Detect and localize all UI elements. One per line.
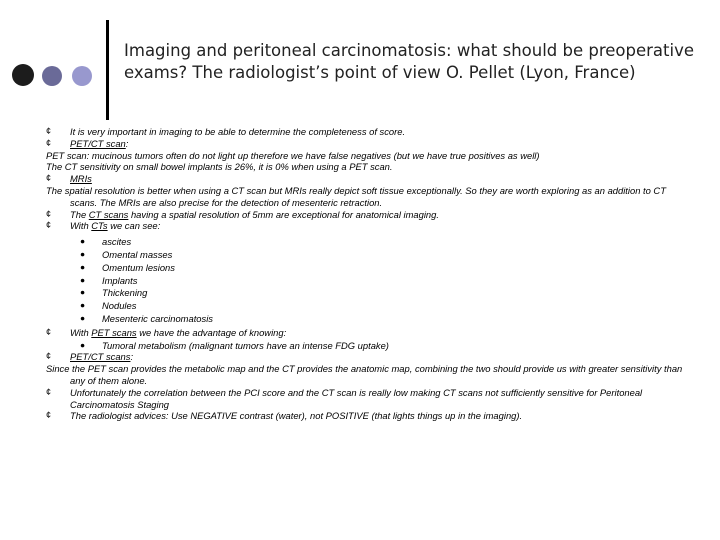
bullet-icon: ¢ — [46, 386, 52, 397]
ct-item-text: ascites — [102, 236, 132, 248]
ct-item — [46, 275, 686, 287]
bullet-ct-resolution — [46, 209, 686, 221]
pci-text: Unfortunately the correlation between the PCI score and the CT scan is really low making CT scans not sufficiently sensitive for Peritoneal Carcinomatosis Staging — [70, 386, 643, 410]
ct-sensitivity-text: The CT sensitivity on small bowel implants is 26%, it is 0% when using a PET scan. — [46, 161, 393, 173]
with-pet-post: we have the advantage of knowing: — [136, 326, 287, 338]
bullet-icon: ¢ — [46, 220, 52, 231]
with-cts-link: CTs — [91, 220, 108, 232]
with-cts-post: we can see: — [107, 220, 161, 232]
ct-item-text: Nodules — [102, 300, 137, 312]
mri-text: The spatial resolution is better when using a CT scan but MRIs really depict soft tissue exceptionally. So they are worth exploring as an addition to CT scans. The MRIs are also precise for the detection of mesenteric retraction. — [46, 184, 666, 208]
completeness-text: It is very important in imaging to be able to determine the completeness of score. — [70, 126, 406, 137]
ct-item — [46, 313, 686, 325]
decor-dot-lavender — [72, 66, 92, 86]
bullet-icon: ¢ — [46, 137, 52, 148]
ct-item — [46, 236, 686, 248]
slide-title: Imaging and peritoneal carcinomatosis: what should be preoperative exams? The radiologist’s point of view O. Pellet (Lyon, France) — [124, 41, 695, 82]
ct-item — [46, 249, 686, 261]
pet-ct-scans-heading: PET/CT scans — [70, 351, 131, 363]
bullet-completeness — [46, 126, 686, 138]
advice-text: The radiologist advices: Use NEGATIVE contrast (water), not POSITIVE (that lights things up in the imaging). — [70, 410, 523, 422]
ct-res-pre: The — [70, 208, 89, 220]
title-divider — [106, 20, 109, 120]
pet-scan-text: PET scan: mucinous tumors often do not light up therefore we have false negatives (but we have true positives as well) — [46, 149, 540, 161]
with-cts-pre: With — [70, 220, 92, 232]
bullet-mris — [46, 173, 686, 185]
ct-item-text: Omental masses — [102, 248, 173, 260]
dot-icon: ● — [80, 248, 86, 259]
bullet-with-cts — [46, 220, 686, 232]
bullet-icon: ¢ — [46, 410, 52, 421]
dot-icon: ● — [80, 312, 86, 323]
pet-ct-scans-colon: : — [130, 351, 134, 363]
with-pet-pre: With — [70, 326, 92, 338]
decor-dot-black — [12, 64, 34, 86]
ct-res-post: having a spatial resolution of 5mm are exceptional for anatomical imaging. — [128, 208, 439, 220]
slide-content — [46, 126, 686, 422]
decor-dot-slate — [42, 66, 62, 86]
bullet-icon: ¢ — [46, 351, 52, 362]
pet-item-text: Tumoral metabolism (malignant tumors have an intense FDG uptake) — [102, 339, 389, 351]
bullet-icon: ¢ — [46, 126, 52, 136]
ct-item-text: Thickening — [102, 287, 148, 299]
dot-icon: ● — [80, 300, 86, 311]
pet-item — [46, 340, 686, 352]
bullet-pet-ct — [46, 138, 686, 150]
bullet-advice — [46, 410, 686, 422]
dot-icon: ● — [80, 287, 86, 298]
ct-item-text: Mesenteric carcinomatosis — [102, 312, 213, 324]
mris-heading: MRIs — [70, 173, 92, 185]
bullet-with-pet — [46, 327, 686, 339]
ct-item — [46, 287, 686, 299]
ct-item — [46, 262, 686, 274]
bullet-pet-ct-scans — [46, 351, 686, 363]
ct-item-text: Omentum lesions — [102, 261, 175, 273]
bullet-icon: ¢ — [46, 326, 52, 337]
ct-res-link: CT scans — [88, 208, 129, 220]
ct-item-text: Implants — [102, 274, 138, 286]
dot-icon: ● — [80, 261, 86, 272]
with-pet-link: PET scans — [91, 326, 137, 338]
pet-ct-colon: : — [125, 137, 129, 149]
bullet-icon: ¢ — [46, 208, 52, 219]
bullet-pci — [46, 387, 686, 411]
dot-icon: ● — [80, 274, 86, 285]
ct-item — [46, 300, 686, 312]
metabolic-map-text: Since the PET scan provides the metabolic map and the CT provides the anatomic map, combining the two should provide us with greater sensitivity than any of them alone. — [46, 363, 683, 386]
dot-icon: ● — [80, 339, 86, 350]
pet-ct-heading: PET/CT scan — [70, 137, 126, 149]
bullet-icon: ¢ — [46, 173, 52, 184]
dot-icon: ● — [80, 236, 86, 247]
